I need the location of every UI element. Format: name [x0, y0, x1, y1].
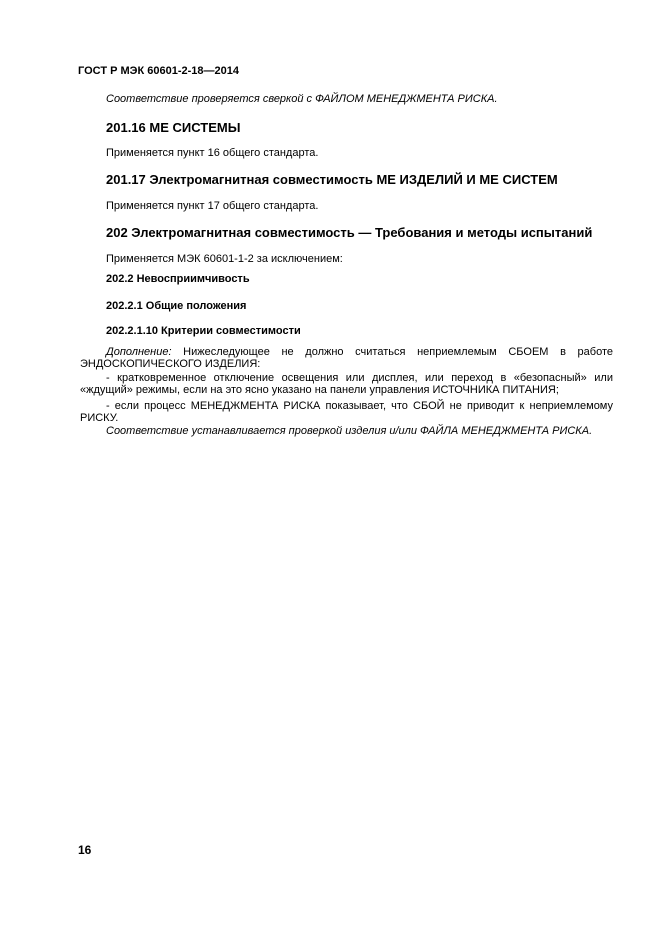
section-202-title: 202 Электромагнитная совместимость — Требования и методы испытаний [106, 225, 593, 240]
page-number: 16 [78, 843, 92, 857]
list-item-2: - если процесс МЕНЕДЖМЕНТА РИСКА показывает, что СБОЙ не приводит к неприемлемому РИСКУ. [80, 400, 613, 424]
section-202-2-1-title: 202.2.1 Общие положения [106, 300, 247, 312]
document-header-standard-id: ГОСТ Р МЭК 60601-2-18—2014 [78, 65, 239, 77]
addition-text: Нижеследующее не должно считаться неприемлемым СБОЕМ в работе ЭНДОСКОПИЧЕСКОГО ИЗДЕЛИЯ: [80, 346, 613, 370]
section-202-2-1-10-title: 202.2.1.10 Критерии совместимости [106, 325, 301, 337]
final-compliance-note: Соответствие устанавливается проверкой изделия и/или ФАЙЛА МЕНЕДЖМЕНТА РИСКА. [106, 425, 593, 437]
intro-compliance-note: Соответствие проверяется сверкой с ФАЙЛОМ МЕНЕДЖМЕНТА РИСКА. [106, 93, 498, 105]
section-202-2-title: 202.2 Невосприимчивость [106, 273, 250, 285]
addition-label: Дополнение: [106, 346, 172, 358]
section-201-16-text: Применяется пункт 16 общего стандарта. [106, 147, 319, 159]
addition-paragraph [80, 346, 613, 370]
section-202-text: Применяется МЭК 60601-1-2 за исключением: [106, 253, 343, 265]
list-item-1: - кратковременное отключение освещения или дисплея, или переход в «безопасный» или «ждущий» режимы, если на это ясно указано на панели управления ИСТОЧНИКА ПИТАНИЯ; [80, 372, 613, 396]
section-201-16-title: 201.16 МЕ СИСТЕМЫ [106, 120, 241, 135]
section-201-17-text: Применяется пункт 17 общего стандарта. [106, 200, 319, 212]
section-201-17-title: 201.17 Электромагнитная совместимость МЕ ИЗДЕЛИЙ И МЕ СИСТЕМ [106, 172, 558, 187]
